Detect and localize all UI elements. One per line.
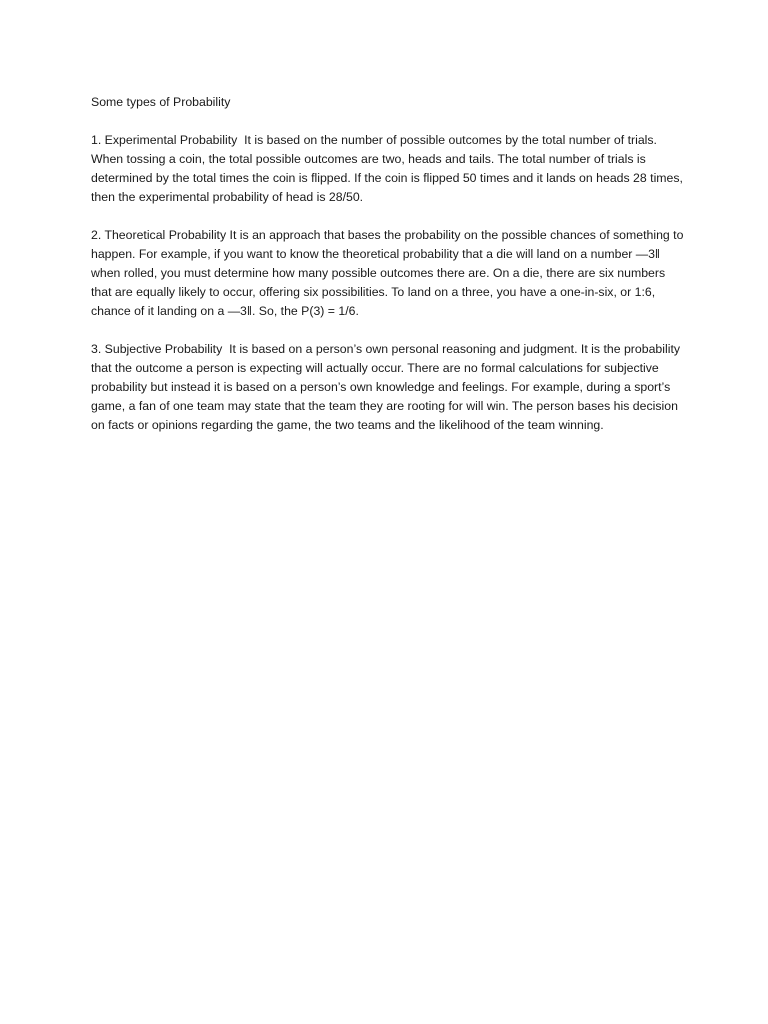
paragraph-experimental-probability: 1. Experimental Probability It is based on the number of possible outcomes by the total number of trials. When tossing a coin, the total possible outcomes are two, heads and tails. The total number of trials is determined by the total times the coin is flipped. If the coin is flipped 50 times and it lands on heads 28 times, then the experimental probability of head is 28/50. [91,133,687,204]
document-body [91,93,685,454]
paragraph-theoretical-probability: 2. Theoretical Probability It is an approach that bases the probability on the possible chances of something to happen. For example, if you want to know the theoretical probability that a die will land on a number ―3‖ when rolled, you must determine how many possible outcomes there are. On a die, there are six numbers that are equally likely to occur, offering six possibilities. To land on a three, you have a one-in-six, or 1:6, chance of it landing on a ―3‖. So, the P(3) = 1/6. [91,228,687,318]
paragraph-subjective-probability: 3. Subjective Probability It is based on a person’s own personal reasoning and judgment. It is the probability that the outcome a person is expecting will actually occur. There are no formal calculations for subjective probability but instead it is based on a person’s own knowledge and feelings. For example, during a sport’s game, a fan of one team may state that the team they are rooting for will win. The person bases his decision on facts or opinions regarding the game, the two teams and the likelihood of the team winning. [91,342,684,432]
document-title: Some types of Probability [91,95,231,109]
